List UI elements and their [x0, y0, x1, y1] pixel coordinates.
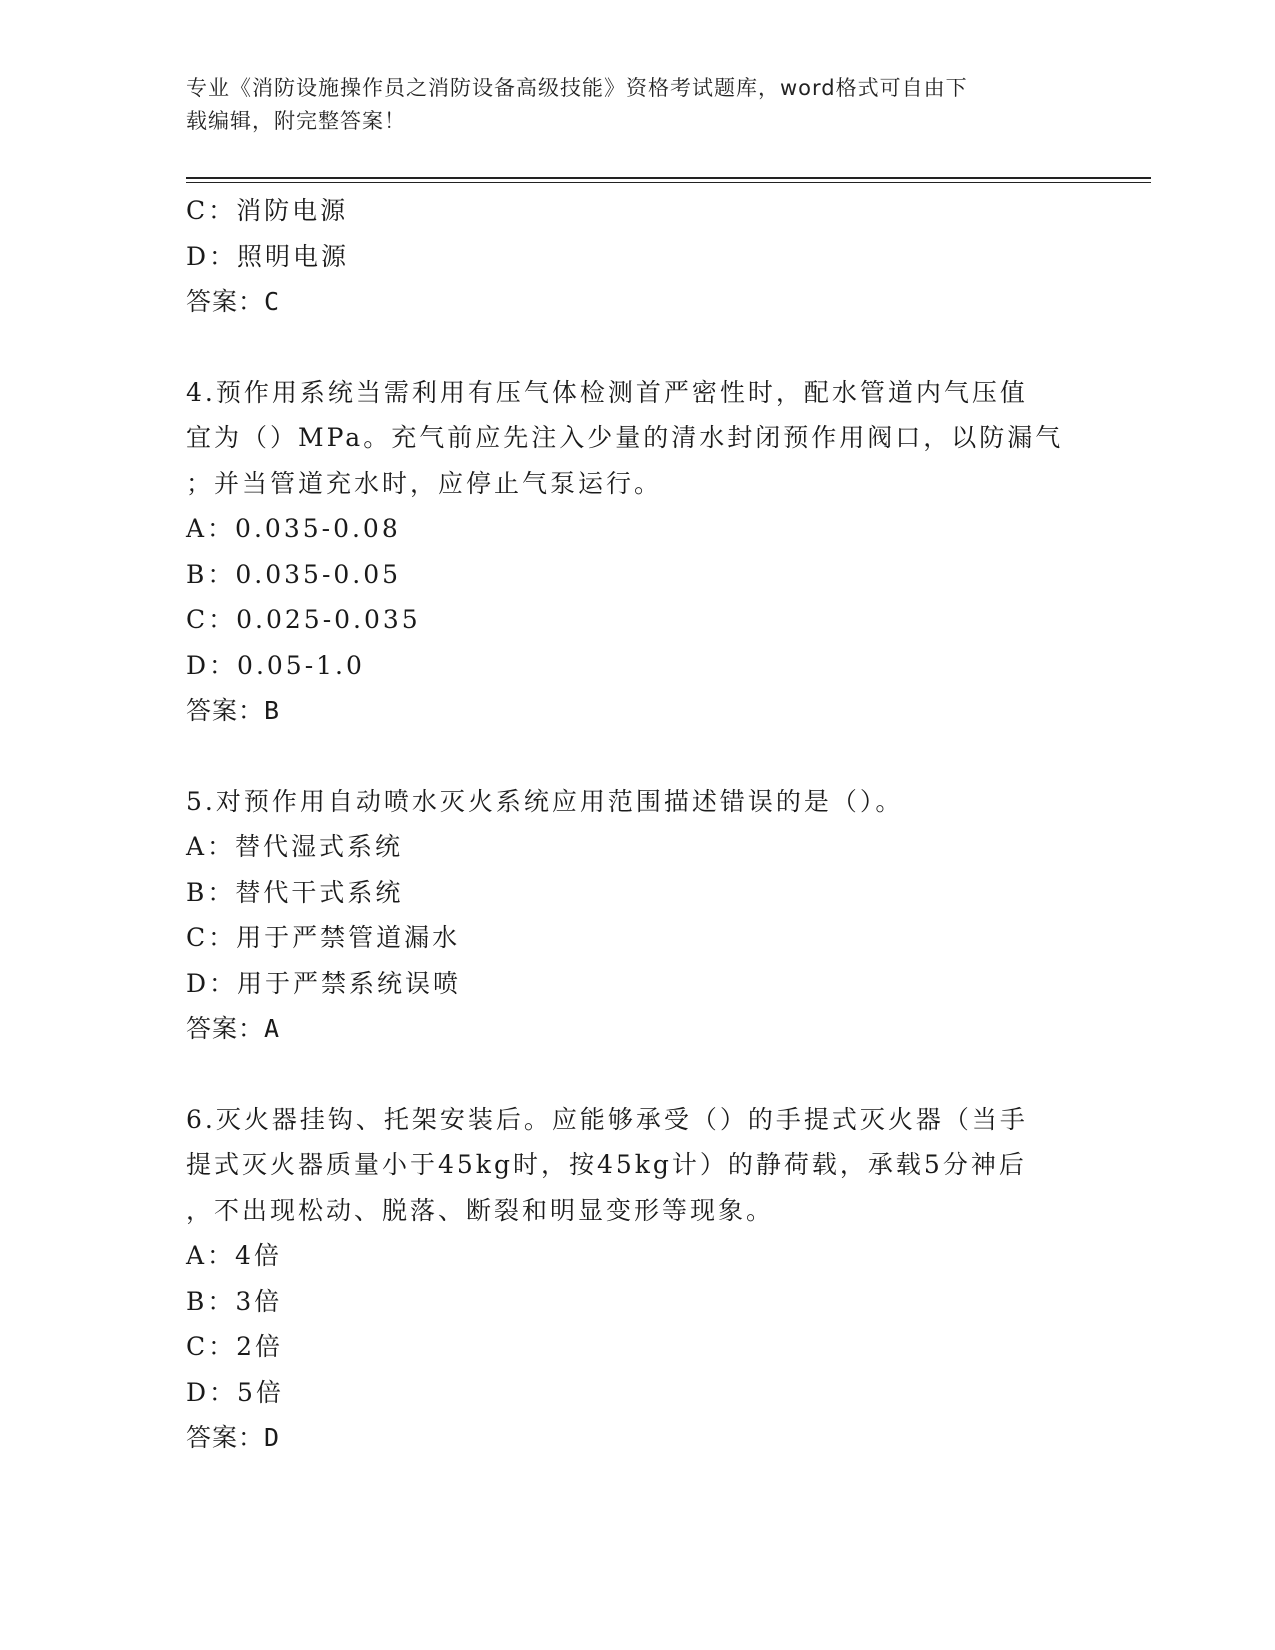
option-c: C：消防电源: [186, 196, 349, 225]
option-a: A：替代湿式系统: [186, 832, 404, 861]
question-text-line: 5.对预作用自动喷水灭火系统应用范围描述错误的是（）。: [186, 786, 904, 816]
spacer: [186, 325, 1086, 370]
spacer: [186, 734, 1086, 779]
option-c: C：2倍: [186, 1332, 284, 1361]
question-text-line: 宜为（）MPa。充气前应先注入少量的清水封闭预作用阀口，以防漏气: [186, 423, 1064, 452]
spacer: [186, 1052, 1086, 1097]
document-body: [186, 188, 1086, 1461]
answer-line: 答案：D: [186, 1423, 281, 1452]
option-b: B：替代干式系统: [186, 877, 404, 907]
header-divider-thin: [186, 182, 1151, 183]
previous-question-tail: [186, 188, 1086, 325]
header-divider-thick: [186, 177, 1151, 179]
option-d: D：用于严禁系统误喷: [186, 968, 462, 998]
question-text-line: ；并当管道充水时，应停止气泵运行。: [186, 468, 663, 498]
header-line-1: 专业《消防设施操作员之消防设备高级技能》资格考试题库，word格式可自由下: [186, 76, 968, 100]
option-a: A：0.035-0.08: [186, 514, 401, 543]
question-5: [186, 779, 1086, 1052]
option-c: C：0.025-0.035: [186, 605, 421, 634]
option-d: D：照明电源: [186, 241, 350, 271]
option-c: C：用于严禁管道漏水: [186, 923, 461, 952]
answer-line: 答案：C: [186, 287, 281, 316]
option-d: D：0.05-1.0: [186, 650, 365, 680]
question-6: [186, 1097, 1086, 1461]
option-b: B：0.035-0.05: [186, 559, 402, 589]
question-text-line: 6.灭火器挂钩、托架安装后。应能够承受（）的手提式灭火器（当手: [186, 1104, 1028, 1134]
option-d: D：5倍: [186, 1377, 284, 1407]
answer-line: 答案：A: [186, 1014, 281, 1043]
question-4: [186, 370, 1086, 734]
question-text-line: 4.预作用系统当需利用有压气体检测首严密性时，配水管道内气压值: [186, 377, 1028, 407]
option-b: B：3倍: [186, 1286, 283, 1316]
answer-line: 答案：B: [186, 696, 281, 725]
question-text-line: ，不出现松动、脱落、断裂和明显变形等现象。: [186, 1195, 775, 1225]
document-header: [186, 72, 1066, 138]
question-text-line: 提式灭火器质量小于45kg时，按45kg计）的静荷载，承载5分神后: [186, 1150, 1027, 1179]
header-line-2: 载编辑，附完整答案！: [186, 109, 406, 133]
option-a: A：4倍: [186, 1241, 282, 1270]
